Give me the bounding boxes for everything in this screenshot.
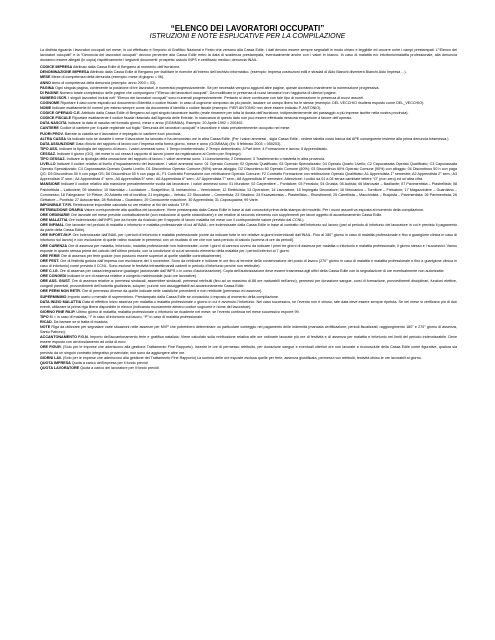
entry-text: Ore di assenza per malattia, infortunio, malattia professionale non indennizzate; come i giorni di carenza ovvero da indicare i primi tre giorni di assenza per malattia o infortunio e malattia professionale, il giorno stesso e i successivi. Vanno esposte in quanto stessa prima del calcolo dell’ultimo periodo; con la condizione di cui al secondo elemento della malattia per i periodi inferiori ai 7 giorni. — [40, 243, 457, 253]
entry-text: Indicare il giorno (GG), del mese in cui cessa il rapporto di lavoro (come da registrazione al Centro per l’impiego). — [57, 151, 242, 156]
document-body — [40, 48, 457, 633]
entry-term: DATA INIZIO MALATTIA — [40, 299, 82, 304]
entry-term: TIPO CESSAZ. — [40, 156, 66, 161]
entry-term: ORE FEST. — [40, 258, 60, 263]
entry-text: Ore di permesso diverse da quelle indicate nelle casistiche precedenti e non retribuite (permesso ed assenze). — [82, 289, 263, 294]
entry-text: Ore di assenza per cassa integrazione guadagni (autorizzate dall’INPS o in corso d’autorizzazione). Copia dell’autorizzazione deve essere trasmessa agli uffici della Cassa Edile con la segnalazione di ore eventualmente non autorizzate. — [59, 269, 445, 274]
entry-term: GIORNO FINE RILIP. — [40, 309, 76, 314]
entry-term: ORE MALATTIA — [40, 218, 68, 223]
entry-term: ORE C.I.G. — [40, 269, 59, 274]
entry-text: Indicare la tipologia del rapporto di lavoro. I valori ammessi sono: 1 Tempo indeterminato; 2 Tempo determinato; 3 Part time; 4 Formazione e lavoro; 5 Apprendistato. — [59, 146, 328, 151]
entry-paragraph — [40, 345, 457, 355]
entry-text: Ore di assenza per ferie godute (non possono essere superiori al quelle stabilite contrattualmente). — [60, 253, 223, 258]
entry-term: ORE INF/MAL — [40, 223, 65, 228]
entry-term: QUOTA LAVORATORE — [40, 365, 80, 370]
entry-term: ORE CARENZA — [40, 243, 68, 248]
entry-term: GIORNI LAV. — [40, 355, 62, 360]
entry-term: DATA NASCITA — [40, 121, 67, 126]
entry-term: CODICE OPERAIO C.E. — [40, 111, 81, 116]
entry-term: NOME — [40, 106, 52, 111]
entry-term: ACCANTONAMENTO F.G.N. — [40, 335, 89, 340]
entry-paragraph — [40, 300, 457, 310]
entry-term: ORE PERM NON RETR. — [40, 289, 81, 294]
entry-term: ORE CONGEDI — [40, 274, 67, 279]
entry-term: CANTIERE — [40, 126, 59, 131]
entry-term: SUPERMINIMO — [40, 294, 67, 299]
entry-paragraph — [40, 325, 457, 335]
entry-text: Quota a carico del lavoratore per il fondo previdi — [80, 365, 159, 370]
entries-list — [40, 65, 457, 371]
entry-text: Retribuzione imponibile calcolata su ore relative ai fini del calcolo T.F.R. — [73, 202, 190, 207]
entry-text: Indicare la tipologia della cessazione del rapporto di lavoro. I valori ammessi sono: 1 Licenziamento; 2 Dimissioni; 3 Trasferimento o trasferta in altra provincia. — [66, 156, 326, 161]
entry-text: Valore corrispondente alla qualifica del lavoratore. Viene prestampata dalla Cassa Edile in base ai dati conosciuti prima della stampa del modello. Per i nuovi assunti va esposta al momento della compilazione. — [84, 207, 425, 212]
entry-term: DATA ASSUNZIONE — [40, 141, 75, 146]
entry-term: MANSIONE — [40, 182, 60, 187]
entry-text: Ore lavorate nel mese previste contrattualmente (con esclusione di quelle straordinarie) e ore relative al secondo elemento con supplementi per lavori oggetto di accantonamento Cassa Edile. — [70, 213, 383, 217]
entry-paragraph — [40, 279, 457, 289]
entry-paragraph — [40, 162, 457, 182]
entry-term: FUORI PROV. — [40, 131, 64, 136]
entry-paragraph — [40, 223, 457, 233]
entry-term: ORE INFORT./M.P. — [40, 233, 72, 238]
entry-text: Attributo dalla Cassa Edile di Bergamo ad ogni singolo lavoratore iscritto (reale rimanere per tutta la durata dell’iscrizione, indipendentemente del passaggio a più imprese iscritte nella nostra provincia). — [81, 111, 409, 116]
page-title: “ELENCO DEI LAVORATORI OCCUPATI” — [170, 24, 325, 33]
entry-term: QUOTA IMPRESA — [40, 360, 71, 365]
entry-text: Ore indennizzate dall’INPS (ore da fornire da ricalcolo per il rapporto di lavoro malattia nel mese con il corrispondente valore previsto dal CCNL). — [68, 218, 305, 223]
entry-text: I singoli lavoratori inclusi nell’ “Elenco dei lavoratori occupati” sono numerati progressivamente. Pertanto si deve continuare con tale tipo di numerazione in presenza di nuovi assunti. — [68, 95, 364, 100]
entry-text: Indicare la data di nascita nel formato giorno, mese e anno (GGMMAA). Esempio: 20 Aprile 1992 = 200492. — [67, 121, 244, 126]
entry-paragraph — [40, 182, 457, 202]
entry-text: (Solo per le imprese che aderiscono alla gestione del Trattamento Fine Rapporto) La somma delle ore esposte esclusa quelle per ferie, assenza giustificata, permessi non retribuiti, festività diviso le ore lavorabili al giorno. — [62, 355, 422, 360]
entry-term: MESE — [40, 75, 51, 80]
entry-text: Numero totale complessivo delle pagine che compongono l’“Elenco dei lavoratori occupati”. Da modificare in presenza di nuovi lavoratori non l’aggiunta di ulteriori pagine. — [59, 90, 337, 95]
entry-paragraph — [40, 259, 457, 269]
entry-text: Indicare il codice relativo al livello d’inquadramento del lavoratore. I valori ammessi sono: 01 Operaio Comune; 02 Operaio Qualificato; 03 Operaio Specializzato; 04 Operaio Quarto Livello; C2 Capocassata Operaio Qualificato; C3 Capocassata Operaio Specializzato; C4 Capocassata Operaio Quarto Livello; D1 Discontinuo Operaio Comune (90%) senza alloggio; D2 Discontinuo 60 Operaio Comune (60%); 03 Discontinuo 60% Operaio Comune (90%) con alloggio; 04 Discontinuo 50 h con paga QG; D5 Discontinuo 50 h con paga OS; D6 Discontinuo 50 h con paga 4L; F1 Contratto Formazione con retribuzione Operaio Comune; F2 Contratto Formazione con retribuzione Operaio Qualificato; A1 Apprendista 1° semestre; A2 Apprendista 2° sem.; A3 Apprendista 3° sem.; A4 Apprendista 4° sem.; A5 Apprendista 5° sem.; A6 Apprendista 6° sem.; A7 Apprendista 7° sem.; A8 Apprendista 8° semestre. Attenzione: i codici da 01 a 04 senza cambiate lettere “O” (non zero) ed un’altra cifra. — [40, 162, 457, 182]
entry-term: TIPO — [40, 314, 49, 319]
entry-term: NUMERO ISCR. — [40, 95, 68, 100]
entry-text: Ore di assenza relative a: permessi sindacali, assemblee sindacali, permessi retribuiti (fino ad un massimo di 88 ore maturabili nell’anno), permessi per donazione sangue, corsi di formazione, provvedimenti disciplinari, funzioni elettive, congedi parentali, provvedimenti dell’autorità giudiziaria, scioperi, purché non assoggettabili ad accantonamento Cassa Edile. — [40, 279, 457, 289]
entry-term: ORE ASS. GIUST. — [40, 279, 71, 284]
page-subtitle: ISTRUZIONI E NOTE ESPLICATIVE PER LA COMPILAZIONE — [149, 33, 346, 40]
entry-term: DI PAGINE — [40, 90, 59, 95]
entry-text: Riportare esattamente il codice fiscale rilasciato dall’Agenzia delle Entrate. In mancanza di questo dato non può essere effettuata nessuna erogazione a favore dell’operaio. — [72, 116, 353, 121]
entry-text: Codice di cantiere per il quale registrate sul foglio “Denuncia dei lavoratori occupati” e lavoratore è stato prevalentemente occupato nel mese. — [59, 126, 291, 131]
entry-paragraph — [40, 244, 457, 254]
entry-text: Importo orario o mensile di superminimo. Prestampato dalla Cassa Edile se conosciuto o esposto al momento della compilazione. — [67, 294, 279, 299]
entry-text: Ore indennizzate dall’INAIL per i periodi di infortunio e malattia professionale (come da indicare tutte le ore relative ai giorni indennizzati dall’INAIL. Fino al 180° giorno in caso di malattia professionale e fino a guarigione clinica in caso di infortunio sul lavoro) e con esclusione di quelle ratino ricadute in permessi; con un risultato di ore che non sarà periodo di calcolo (somma di ore da periodi). — [40, 233, 457, 243]
entry-paragraph — [40, 366, 457, 371]
entry-text: Data di effettivo inizio assenza per malattia o malattia professionale o giorno in cui è avvenuto l’infortunio. Nel caso successivo, se l’evento non è chiuso, tale data deve essere sempre ripetuta. Se nel mese si verificano più di due eventi, utilizzare la prima riga libera disponibile in elenco (indicando nuovamente almeno codice cognome e nome del lavoratore). — [40, 299, 457, 309]
entry-text: Attributo dalla Cassa Edile di Bergamo per facilitare le ricerche all’interno dell’archivio informatico. (esempio: Impresa costruzioni edili e stradali di Aldo Bianchi diventerà Bianchi Aldo Impresa ...). — [90, 70, 407, 75]
entry-term: IMPONIBILE T.F.R. — [40, 202, 72, 207]
entry-term: ALTRA CASSA — [40, 136, 67, 141]
entry-text: Attributo dalla Cassa Edile di Bergamo al momento dell’iscrizione. — [73, 65, 181, 70]
intro-paragraph: La distinta riguarda i lavoratori occupati nel mese, in cui effettuato e l’importo di Grafifico Nazional e Festo che versano alla Cassa Edile. I dati devono essere sempre segnalati in modo chiaro e leggibile ed occorre unire i campi prestampati. L’“Elenco dei lavoratori occupati” e la “Denuncia dei lavoratori occupati” devono pervenire alla Cassa Edile entro la data di scadenza prestampata, eventualmente anche con i valori in bianco. In caso di malattia e/o infortunio/malattia professionale, alla denuncia dovranno essere allegati (in copia) rispettivamente i seguenti documenti: prospetto calcolo INPS e certificato medico; denuncia INAIL. — [40, 48, 457, 63]
entry-text: Ultimo giorno di malattia, malattia professionale o infortunio se ricadente nel mese; se l’evento continua nel mese successivo esporre 99. — [76, 309, 300, 314]
entry-text: Indicare il codice relativo alla mansione prevalentemente svolta dal lavoratore. I valori ammessi sono: 01 Muratore; 02 Carpentiere – Pontatore; 03 Ferraiolo; 04 Gruista; 05 Autista; 06 Manovale – Badilante; 07 Pavimentista – Piastrellista; 08 Palchettista – Lattoniere; 09 Idraulico; 10 Marmista – Lucidatore – Scalpellino; 11 Imbianchino – Verniciatore; 12 Elettricista; 13 Operatore; 14 Lavoratore; 15 Impiegato Decoratore; 16 Meccanico – Tornitore – Fresatore; 17 Magazziniere – Guardiano – Commesso; 18 Falegname; 19 Pittore; 20 Addetto reti di bonifica; 21 Impiegato – Vetraio; 22 Stuccatore – Cementista; 23 Stradino; 24 Escavatorista – Piastrellista – Rivestimenti; 25 Carrellista – Macchinista – Ruspista – Pavimentista; 26 Pavimentista; 26 Gettatore – Pontista; 27 Autocarrista; 28 Rotolista – Guardiano; 29 Conducente macchine; 30 Apprendista; 31 Caposquadra; 99 Varie. — [40, 182, 457, 202]
entry-term: RETRIBUZIONE ORARIA — [40, 207, 84, 212]
entry-text: Da barrare se si tratta di ricaduta. — [53, 319, 109, 324]
entry-text: Indicare le ore di assenza relative a congedo matrimoniale (solo ore lavorative). — [67, 274, 198, 279]
entry-term: PAGINA — [40, 85, 55, 90]
entry-term: TIPO ASS. — [40, 146, 59, 151]
entry-text: Mese di competenza della denuncia (esempio: mese di giugno = 06). — [51, 75, 165, 80]
entry-term: COGNOME — [40, 100, 60, 105]
entry-term: ORE ORDINARIE — [40, 213, 70, 217]
entry-term: DENOMINAZIONE IMPRESA — [40, 70, 90, 75]
entry-paragraph — [40, 233, 457, 243]
entry-text: Va indicato solo se durante il mese il lavoratore ha lavorato e ha denunciato ore in altra Cassa Edile. (Per i valori ammessi - sigla Cassa Edile - vedere tabella costo banca dal APE conseguente insieme alla prima denuncia trasmessa.) — [67, 136, 449, 141]
entry-term: ORE FERIE — [40, 253, 60, 258]
entry-term: ORE FIGUR. — [40, 345, 62, 350]
entry-text: Importo dell’accantonamento ferie e gratifica natalizia. Viene calcolato sulla retribuzione relativa alle ore ordinarie lavorate più ore di festività e di assenza per malattia e infortunio nei limiti del periodo indennizzabile. Deve essere esposto con arrotondamento ad unità di euro. — [40, 335, 457, 345]
entry-term: RICAD. — [40, 319, 53, 324]
entry-text: Anno di competenza della denuncia (esempio: anno 2003 = 03). — [51, 80, 157, 85]
entry-text: Riportare il dato come esposto sul documento d’identità o codice fiscale. In caso di cognome composto da più parole, lasciare un campo libero fra le stesse (esempio: DEL VECCHIO risulterà esposto come DEL_VECCHIO). — [60, 100, 425, 105]
entry-term: CODICE FISCALE — [40, 116, 72, 121]
entry-term: CESSAZ. — [40, 151, 56, 156]
entry-text: Quota a carico dell’impresa per il fondo previdi — [71, 360, 148, 365]
entry-term: LIVELLO — [40, 162, 56, 167]
entry-text: Barrare la casella se il lavoratore è impiegato in cantiere fuori provincia. — [64, 131, 182, 136]
entry-paragraph — [40, 335, 457, 345]
entry-text: Ogni singola pagina, contenente la posizione di tre lavoratori, è numerata progressivamente. Se per necessità vengono aggiunti altre pagine, queste dovranno mantenere la numerazione progressiva. — [55, 85, 380, 90]
entry-term: ANNO — [40, 80, 51, 85]
entry-text: Ore lavorate nel periodo di malattia o infortunio e malattia professionale di cui all’INAIL; ore indennizzate dalla Cassa Edile in base al contratto dell’infortunio sul lavoro (pari al periodo di infortunio del lavoratore in cui è previsto il pagamento da parte della Cassa Edile). — [40, 223, 457, 233]
entry-text: Indicare esattamente il/i nome/i per esteso sempre come da documento d’identità o codice fiscale (esempio: PIER ANTONIO non deve essere indicato P. ANTONIO). — [52, 106, 322, 111]
entry-term: NOTE — [40, 325, 51, 330]
entry-text: M = in caso di malattia, “I” in caso di infortunio sul lavoro, “P” in caso di malattia professionale. — [49, 314, 204, 319]
entry-text: Ore di festività goduta dall’impresa con esclusione del 4 novembre. Sono da retribuire e indicare le ore fino al termine della conservazione del posto di lavoro (270° giorno in caso di malattia e malattia professionale e fino a guarigione clinica in caso di infortunio) come previsto il CCNL. Sono escluse le festività infrasettimanali cadenti in periodo d’infortunio perché non retribuite). — [40, 258, 457, 268]
entry-term: CODICE IMPRESA — [40, 65, 73, 70]
entry-text: Riga da utilizzare per segnalare varie situazioni nelle assenze per MVP che potrebbero determinare un particolare conteggio nel pagamento delle indennità (mancata certificazione, periodi fiscalizzati, raggiungimento 180° e 270° giorno di assenza, Santo Patrono). — [40, 325, 457, 335]
entry-text: (Solo per le imprese che aderiscono alla gestione Trattamento Fine Rapporto). Inserire le ore di permesso retribuito, per donazione sangue e eventuali ulteriori ore non lavorate e riconosciute della Cassa Edile come figurative, qualora sia previsto da un singolo contratto integrativo provinciale; non sono da aggiungere altre ore. — [40, 345, 457, 355]
entry-text: Data d’inizio del rapporto di lavoro con l’impresa nella forma giorno, mese e anno (GGMMAA) (Es: 5 febbraio 2003 = 050203). — [75, 141, 282, 146]
